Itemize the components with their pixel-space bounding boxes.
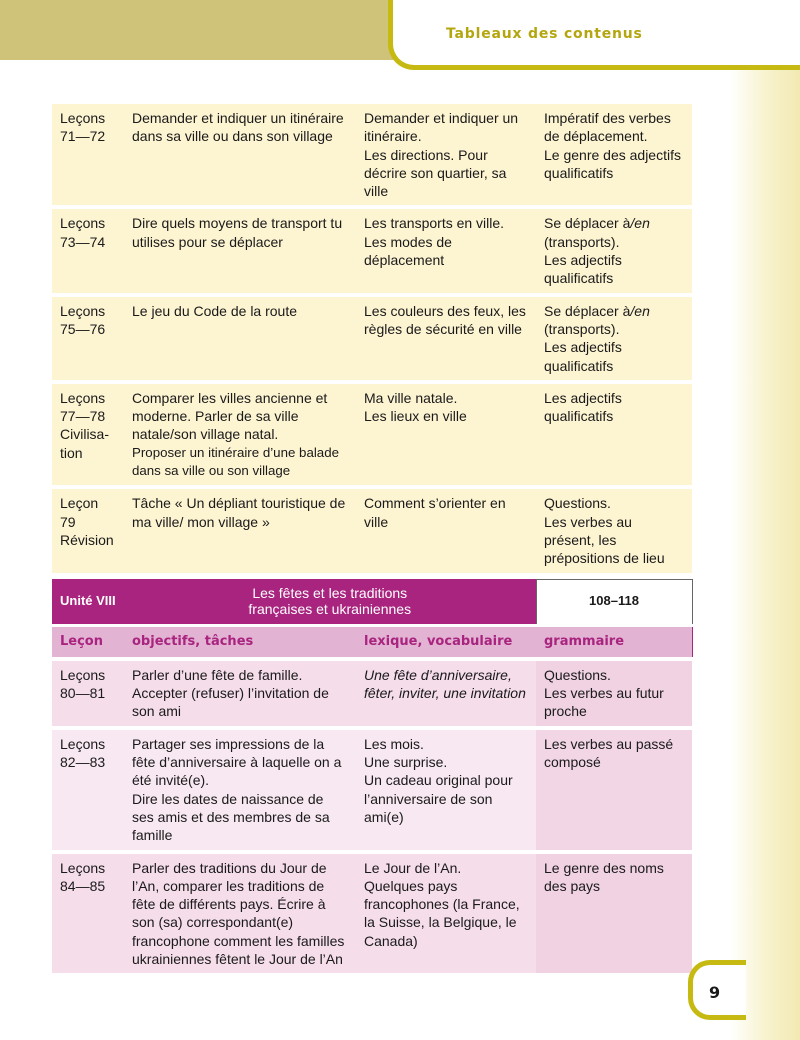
unit-label: Unité VIII xyxy=(52,579,124,625)
objectives-cell: Partager ses impressions de la fête d’anniversaire à laquelle on a été invité(e). Dire les dates de naissance de ses amis et des membres de sa famille xyxy=(124,728,356,852)
grammar-cell: Se déplacer à/en (transports). Les adjectifs qualificatifs xyxy=(536,295,692,382)
table-row xyxy=(52,852,692,974)
objectives-cell: Comparer les villes ancienne et moderne. Parler de sa ville natale/son village natal. Proposer un itinéraire d’une balade dans sa ville ou son village xyxy=(124,382,356,487)
objectives-cell: Parler des traditions du Jour de l’An, comparer les traditions de fête de différents pays. Écrire à son (sa) correspondant(e) francophone comment les familles ukrainiennes fêtent le Jour de l’An xyxy=(124,852,356,974)
grammar-cell: Les verbes au passé composé xyxy=(536,728,692,852)
right-decor-band xyxy=(730,0,800,1040)
table-row xyxy=(52,728,692,852)
grammar-cell: Impératif des verbes de déplacement. Le genre des adjectifs qualificatifs xyxy=(536,104,692,207)
column-header-row xyxy=(52,625,692,659)
lexique-cell: Ma ville natale. Les lieux en ville xyxy=(356,382,536,487)
table-row xyxy=(52,207,692,294)
lesson-cell: Leçons 71—72 xyxy=(52,104,124,207)
grammar-cell: Questions. Les verbes au futur proche xyxy=(536,659,692,728)
unit-title: Les fêtes et les traditions françaises et ukrainiennes xyxy=(124,579,536,625)
unit-pages: 108–118 xyxy=(536,579,692,625)
lesson-cell: Leçons 84—85 xyxy=(52,852,124,974)
objectives-cell: Le jeu du Code de la route xyxy=(124,295,356,382)
page-number: 9 xyxy=(709,983,721,1002)
table-row xyxy=(52,659,692,728)
lesson-cell: Leçons 80—81 xyxy=(52,659,124,728)
column-header-objectives: objectifs, tâches xyxy=(124,625,356,659)
top-decor-band xyxy=(0,0,420,60)
table-row xyxy=(52,295,692,382)
table-row xyxy=(52,487,692,572)
grammar-cell: Se déplacer à/en (transports). Les adjectifs qualificatifs xyxy=(536,207,692,294)
grammar-cell: Questions. Les verbes au présent, les prépositions de lieu xyxy=(536,487,692,572)
contents-table xyxy=(52,104,693,973)
objectives-cell: Parler d’une fête de famille. Accepter (refuser) l’invitation de son ami xyxy=(124,659,356,728)
lexique-cell: Les couleurs des feux, les règles de sécurité en ville xyxy=(356,295,536,382)
table-row xyxy=(52,382,692,487)
lexique-cell: Les mois. Une surprise. Un cadeau original pour l’anniversaire de son ami(e) xyxy=(356,728,536,852)
unit-header-row xyxy=(52,579,692,625)
grammar-cell: Les adjectifs qualificatifs xyxy=(536,382,692,487)
lesson-cell: Leçons 73—74 xyxy=(52,207,124,294)
objectives-cell: Dire quels moyens de transport tu utilises pour se déplacer xyxy=(124,207,356,294)
grammar-cell: Le genre des noms des pays xyxy=(536,852,692,974)
table-row xyxy=(52,104,692,207)
lexique-cell: Demander et indiquer un itinéraire. Les directions. Pour décrire son quartier, sa ville xyxy=(356,104,536,207)
lesson-cell: Leçons 82—83 xyxy=(52,728,124,852)
lesson-cell: Leçon 79 Révision xyxy=(52,487,124,572)
page-header-title: Tableaux des contenus xyxy=(446,26,643,42)
lesson-cell: Leçons 77—78 Civilisa- tion xyxy=(52,382,124,487)
lesson-cell: Leçons 75—76 xyxy=(52,295,124,382)
page-number-tab xyxy=(688,960,746,1020)
lexique-cell: Une fête d’anniversaire, fêter, inviter, une invitation xyxy=(356,659,536,728)
column-header-grammar: grammaire xyxy=(536,625,692,659)
lexique-cell: Les transports en ville. Les modes de déplacement xyxy=(356,207,536,294)
column-header-lesson: Leçon xyxy=(52,625,124,659)
objectives-cell: Demander et indiquer un itinéraire dans sa ville ou dans son village xyxy=(124,104,356,207)
lexique-cell: Comment s’orienter en ville xyxy=(356,487,536,572)
column-header-lexique: lexique, vocabulaire xyxy=(356,625,536,659)
lexique-cell: Le Jour de l’An. Quelques pays francophones (la France, la Suisse, la Belgique, le Canada) xyxy=(356,852,536,974)
objectives-cell: Tâche « Un dépliant touristique de ma ville/ mon village » xyxy=(124,487,356,572)
